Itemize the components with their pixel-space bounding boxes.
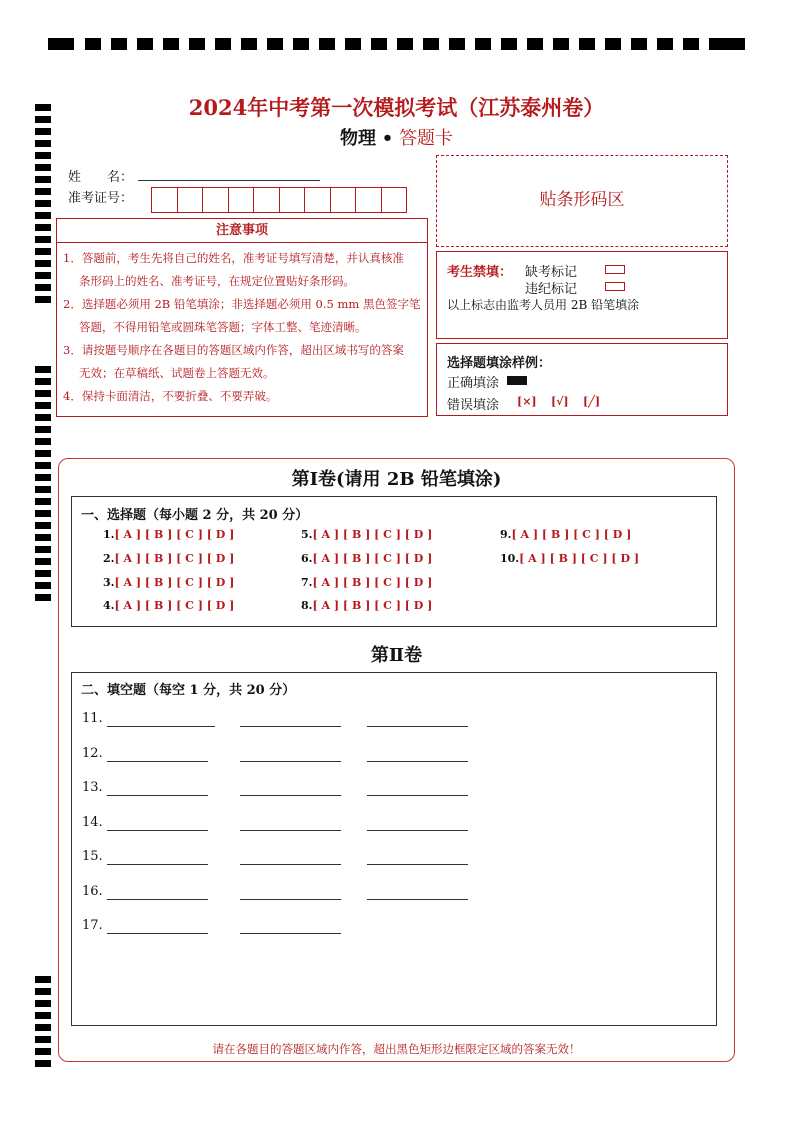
choice-question-2[interactable]: 2.[ A ] [ B ] [ C ] [ D ] <box>103 552 235 565</box>
answer-blank[interactable] <box>240 933 341 934</box>
choice-question-6[interactable]: 6.[ A ] [ B ] [ C ] [ D ] <box>301 552 433 565</box>
answer-blank[interactable] <box>367 864 468 865</box>
fill-question-box <box>71 672 717 1026</box>
answer-blank[interactable] <box>240 761 341 762</box>
answer-blank[interactable] <box>107 933 208 934</box>
top-timing-marks <box>48 38 745 52</box>
correct-fill-label: 正确填涂 <box>447 376 500 391</box>
notice-item: 1．答题前，考生先将自己的姓名，准考证号填写清楚，并认真核准 <box>63 251 404 265</box>
fill-question-15: 15. <box>82 849 103 864</box>
choice-question-box <box>71 496 717 627</box>
wrong-fill-label: 错误填涂 <box>447 398 500 413</box>
fill-question-14: 14. <box>82 815 103 830</box>
violation-mark-box[interactable] <box>605 279 625 294</box>
answer-blank[interactable] <box>240 795 341 796</box>
forbid-note: 以上标志由监考人员用 2B 铅笔填涂 <box>447 298 640 312</box>
answer-blank[interactable] <box>367 899 468 900</box>
part-two-title: 第Ⅱ卷 <box>370 645 423 666</box>
answer-blank[interactable] <box>107 761 208 762</box>
answer-blank[interactable] <box>107 864 208 865</box>
answer-blank[interactable] <box>107 795 208 796</box>
answer-blank[interactable] <box>107 726 215 727</box>
answer-blank[interactable] <box>367 726 468 727</box>
fill-section-title: 二、填空题（每空 1 分，共 20 分） <box>81 683 296 698</box>
violation-mark-label: 违纪标记 <box>525 282 578 297</box>
fill-question-13: 13. <box>82 780 103 795</box>
fill-question-12: 12. <box>82 746 103 761</box>
choice-question-3[interactable]: 3.[ A ] [ B ] [ C ] [ D ] <box>103 576 235 589</box>
answer-blank[interactable] <box>240 899 341 900</box>
card-label: 答题卡 <box>398 128 453 149</box>
id-label: 准考证号： <box>68 191 134 206</box>
choice-question-9[interactable]: 9.[ A ] [ B ] [ C ] [ D ] <box>500 528 632 541</box>
sample-title: 选择题填涂样例： <box>447 356 552 371</box>
choice-question-5[interactable]: 5.[ A ] [ B ] [ C ] [ D ] <box>301 528 433 541</box>
answer-blank[interactable] <box>240 864 341 865</box>
answer-blank[interactable] <box>107 830 208 831</box>
absent-mark-label: 缺考标记 <box>525 265 578 280</box>
subject: 物理 <box>340 128 376 149</box>
wrong-mark-check: [√] <box>551 395 569 408</box>
examinee-forbidden-panel <box>436 251 728 339</box>
part-one-title: 第Ⅰ卷(请用 2B 铅笔填涂) <box>291 469 502 490</box>
notice-title: 注意事项 <box>57 219 427 243</box>
notice-item: 2．选择题必须用 2B 铅笔填涂；非选择题必须用 0.5 mm 黑色签字笔 <box>63 297 421 311</box>
fill-question-17: 17. <box>82 918 103 933</box>
wrong-mark-slash: [╱] <box>583 395 601 408</box>
answer-blank[interactable] <box>240 830 341 831</box>
fill-question-11: 11. <box>82 711 103 726</box>
notice-item: 无效；在草稿纸、试题卷上答题无效。 <box>79 366 275 380</box>
choice-question-8[interactable]: 8.[ A ] [ B ] [ C ] [ D ] <box>301 599 433 612</box>
choice-question-10[interactable]: 10.[ A ] [ B ] [ C ] [ D ] <box>500 552 640 565</box>
answer-blank[interactable] <box>367 761 468 762</box>
choice-section-title: 一、选择题（每小题 2 分，共 20 分） <box>81 508 309 523</box>
notice-item: 3．请按题号顺序在各题目的答题区域内作答，超出区域书写的答案 <box>63 343 404 357</box>
answer-blank[interactable] <box>107 899 208 900</box>
footer-warning: 请在各题目的答题区域内作答，超出黑色矩形边框限定区域的答案无效！ <box>212 1042 581 1056</box>
forbid-title: 考生禁填： <box>447 265 513 280</box>
choice-question-7[interactable]: 7.[ A ] [ B ] [ C ] [ D ] <box>301 576 433 589</box>
name-line[interactable] <box>138 180 320 181</box>
barcode-area: 贴条形码区 <box>436 155 728 247</box>
fill-sample-panel <box>436 343 728 416</box>
notice-item: 答题，不得用铅笔或圆珠笔答题；字体工整、笔迹清晰。 <box>79 320 367 334</box>
subtitle <box>0 124 793 150</box>
separator-dot: • <box>381 128 394 149</box>
exam-title: 2024年中考第一次模拟考试（江苏泰州卷） <box>188 95 605 120</box>
correct-fill-sample <box>507 376 527 385</box>
answer-blank[interactable] <box>240 726 341 727</box>
answer-blank[interactable] <box>367 830 468 831</box>
notice-item: 条形码上的姓名、准考证号，在规定位置贴好条形码。 <box>79 274 355 288</box>
absent-mark-box[interactable] <box>605 262 625 277</box>
notice-panel <box>56 218 428 417</box>
choice-question-1[interactable]: 1.[ A ] [ B ] [ C ] [ D ] <box>103 528 235 541</box>
notice-item: 4．保持卡面清洁，不要折叠、不要弄破。 <box>63 389 278 403</box>
id-number-boxes[interactable] <box>151 187 406 213</box>
wrong-mark-x: [×] <box>517 395 537 408</box>
answer-blank[interactable] <box>367 795 468 796</box>
fill-question-16: 16. <box>82 884 103 899</box>
name-label: 姓 名： <box>68 170 134 185</box>
choice-question-4[interactable]: 4.[ A ] [ B ] [ C ] [ D ] <box>103 599 235 612</box>
